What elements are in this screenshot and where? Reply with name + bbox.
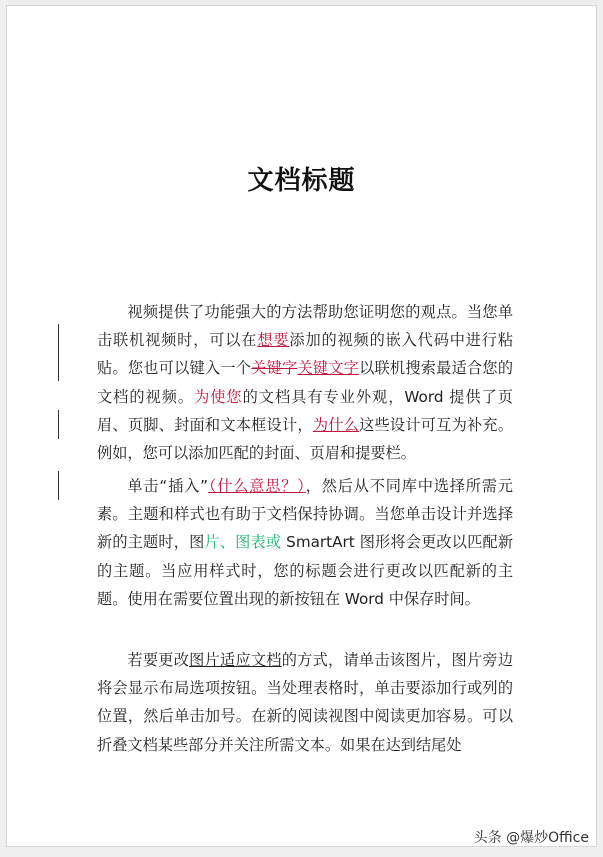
underlined-text[interactable]: 图片适应文档 — [189, 651, 282, 669]
green-text[interactable]: 片、图表或 — [204, 533, 282, 552]
text-run: ，然后从不同库中选择所需元素。主题和样式也有助于文档保持协调。当您单击设计并选择新的主题时，图 — [97, 477, 513, 552]
text-run: 的方式，请单击该图片，图片旁边将会显示布局选项按钮。当处理表格时，单击要添加行或列的位置，然后单击加号。在新的阅读视图中阅读更加容易。可以折叠文档某些部分并关注所需文本。如果在达到结尾处 — [97, 651, 514, 754]
text-run: 若要更改 — [127, 651, 190, 669]
text-run: 单击“插入” — [127, 477, 208, 495]
inserted-text[interactable]: 为什么 — [312, 415, 360, 434]
change-bar — [58, 324, 59, 381]
text-run: 以联机搜索最适合您的文档的视频。 — [97, 359, 514, 406]
deleted-text[interactable]: 关键字 — [251, 359, 298, 378]
paragraph-2 — [97, 472, 513, 613]
change-bar — [58, 410, 59, 439]
text-run: 添加的视频的嵌入代码中进行粘贴。您也可以键入一个 — [97, 331, 514, 378]
text-run: 的文档具有专业外观，Word 提供了页眉、页脚、封面和文本框设计， — [97, 387, 513, 434]
watermark: 头条 @爆炒Office — [473, 830, 589, 846]
text-run: SmartArt 图形将会更改以匹配新的主题。当应用样式时，您的标题会进行更改以匹配新的主题。使用在需要位置出现的新按钮在 Word 中保存时间。 — [97, 533, 514, 608]
paragraph-1 — [97, 298, 513, 467]
inserted-text[interactable]: 关键文字 — [297, 359, 360, 378]
change-bar — [58, 471, 59, 500]
document-page — [6, 5, 597, 847]
inserted-text[interactable]: 为使您 — [194, 387, 243, 406]
text-run: 这些设计可互为补充。例如，您可以添加匹配的封面、页眉和提要栏。 — [97, 415, 514, 463]
text-run: 视频提供了功能强大的方法帮助您证明您的观点。当您单击联机视频时，可以在 — [97, 303, 513, 350]
document-title: 文档标题 — [247, 166, 356, 196]
inserted-text[interactable]: （什么意思？） — [208, 477, 306, 495]
inserted-text[interactable]: 想要 — [257, 331, 290, 350]
paragraph-3 — [97, 646, 513, 759]
